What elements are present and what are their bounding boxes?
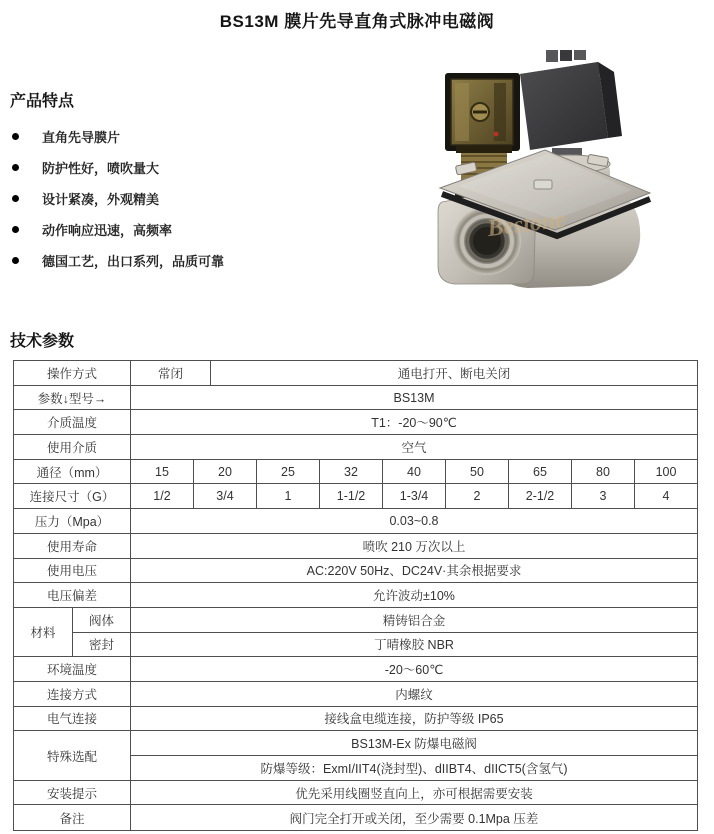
spec-subrow [73, 608, 697, 633]
spec-value: AC:220V 50Hz、DC24V·其余根据要求 [306, 564, 522, 579]
spec-subrow [131, 731, 697, 756]
spec-value: 1 [257, 484, 320, 508]
feature-text: 直角先导膜片 [42, 130, 121, 145]
spec-value: 1-1/2 [320, 484, 383, 508]
bullet-icon [12, 257, 19, 264]
spec-group [73, 608, 697, 656]
spec-value: 100 [655, 464, 677, 479]
spec-value: 1-3/4 [383, 484, 446, 508]
din-connector [445, 73, 520, 151]
feature-list [12, 121, 224, 276]
spec-group-label: 特殊选配 [14, 731, 131, 779]
feature-text: 设计紧凑，外观精美 [42, 192, 160, 207]
spec-row [14, 805, 697, 830]
spec-label: 电压偏差 [14, 583, 131, 607]
spec-value: T1：-20～90℃ [371, 416, 457, 431]
spec-row [14, 583, 697, 608]
spec-label: 电气连接 [14, 707, 131, 731]
spec-value: 优先采用线圈竖直向上，亦可根据需要安装 [295, 786, 533, 801]
bullet-icon [12, 195, 19, 202]
spec-value: 2-1/2 [509, 484, 572, 508]
bullet-icon [12, 164, 19, 171]
feature-item [12, 152, 224, 183]
spec-value: 防爆等级：ExmI/IIT4(浇封型)、dIIBT4、dIICT5(含氢气) [260, 761, 568, 776]
feature-item [12, 121, 224, 152]
spec-row [14, 509, 697, 534]
spec-value: BS13M-Ex 防爆电磁阀 [351, 737, 477, 752]
feature-text: 防护性好，喷吹量大 [42, 161, 160, 176]
spec-row [14, 435, 697, 460]
spec-value: 喷吹 210 万次以上 [362, 539, 466, 554]
spec-row [14, 361, 697, 386]
spec-value: 3/4 [194, 484, 257, 508]
spec-label: 压力（Mpa） [14, 509, 131, 533]
spec-row [14, 657, 697, 682]
spec-row [14, 484, 697, 509]
spec-label: 安装提示 [14, 781, 131, 805]
spec-value: 丁晴橡胶 NBR [374, 638, 454, 653]
page-title: BS13M 膜片先导直角式脉冲电磁阀 [219, 12, 495, 31]
spec-value: 15 [131, 460, 194, 484]
spec-value: 允许波动±10% [373, 589, 455, 604]
spec-value: 4 [662, 489, 670, 504]
spec-row [14, 781, 697, 806]
spec-label: 参数↓型号→ [14, 386, 131, 410]
spec-row [14, 731, 697, 780]
product-photo [428, 50, 660, 294]
spec-label: 通径（mm） [14, 460, 131, 484]
feature-text: 动作响应迅速，高频率 [42, 223, 173, 238]
feature-text: 德国工艺，出口系列，品质可靠 [42, 254, 225, 269]
spec-value: 接线盒电缆连接，防护等级 IP65 [324, 712, 504, 727]
bullet-icon [12, 226, 19, 233]
spec-value: 常闭 [131, 361, 211, 385]
watermark-text: Bestone [485, 206, 568, 243]
spec-label: 使用寿命 [14, 534, 131, 558]
specs-heading: 技术参数 [10, 333, 75, 350]
spec-value: 40 [383, 460, 446, 484]
spec-value: -20～60℃ [384, 663, 444, 678]
bullet-icon [12, 133, 19, 140]
spec-row [14, 386, 697, 411]
spec-label: 介质温度 [14, 410, 131, 434]
spec-label: 连接方式 [14, 682, 131, 706]
spec-row [14, 460, 697, 485]
spec-group-label: 材料 [14, 608, 73, 656]
spec-value: 80 [572, 460, 635, 484]
spec-value: 1/2 [131, 484, 194, 508]
indicator-dot [494, 132, 499, 137]
spec-group [131, 731, 697, 779]
spec-row [14, 410, 697, 435]
spec-subrow [73, 633, 697, 657]
spec-label: 连接尺寸（G） [14, 484, 131, 508]
spec-row [14, 608, 697, 657]
spec-label: 备注 [14, 805, 131, 830]
spec-value: BS13M [393, 390, 435, 405]
spec-value: 65 [509, 460, 572, 484]
spec-value: 2 [446, 484, 509, 508]
spec-value: 20 [194, 460, 257, 484]
feature-item [12, 245, 224, 276]
spec-value: 32 [320, 460, 383, 484]
spec-row [14, 682, 697, 707]
spec-subrow [131, 756, 697, 780]
spec-value: 25 [257, 460, 320, 484]
feature-item [12, 214, 224, 245]
spec-value: 内螺纹 [395, 687, 433, 702]
spec-sub-label: 密封 [73, 633, 131, 657]
features-heading: 产品特点 [10, 93, 75, 110]
spec-sub-label: 阀体 [73, 608, 131, 632]
spec-value: 50 [446, 460, 509, 484]
spec-value: 阀门完全打开或关闭，至少需要 0.1Mpa 压差 [289, 811, 539, 826]
coil-housing [520, 50, 622, 150]
spec-label: 使用电压 [14, 559, 131, 583]
spec-value: 3 [572, 484, 635, 508]
spec-value: 通电打开、断电关闭 [397, 366, 511, 381]
spec-label: 使用介质 [14, 435, 131, 459]
spec-value: 空气 [401, 440, 427, 455]
spec-label: 环境温度 [14, 657, 131, 681]
specs-table [13, 360, 698, 831]
spec-row [14, 707, 697, 732]
feature-item [12, 183, 224, 214]
spec-row [14, 534, 697, 559]
spec-value: 0.03~0.8 [389, 513, 439, 528]
spec-value: 精铸铝合金 [382, 613, 446, 628]
spec-row [14, 559, 697, 584]
spec-label: 操作方式 [14, 361, 131, 385]
